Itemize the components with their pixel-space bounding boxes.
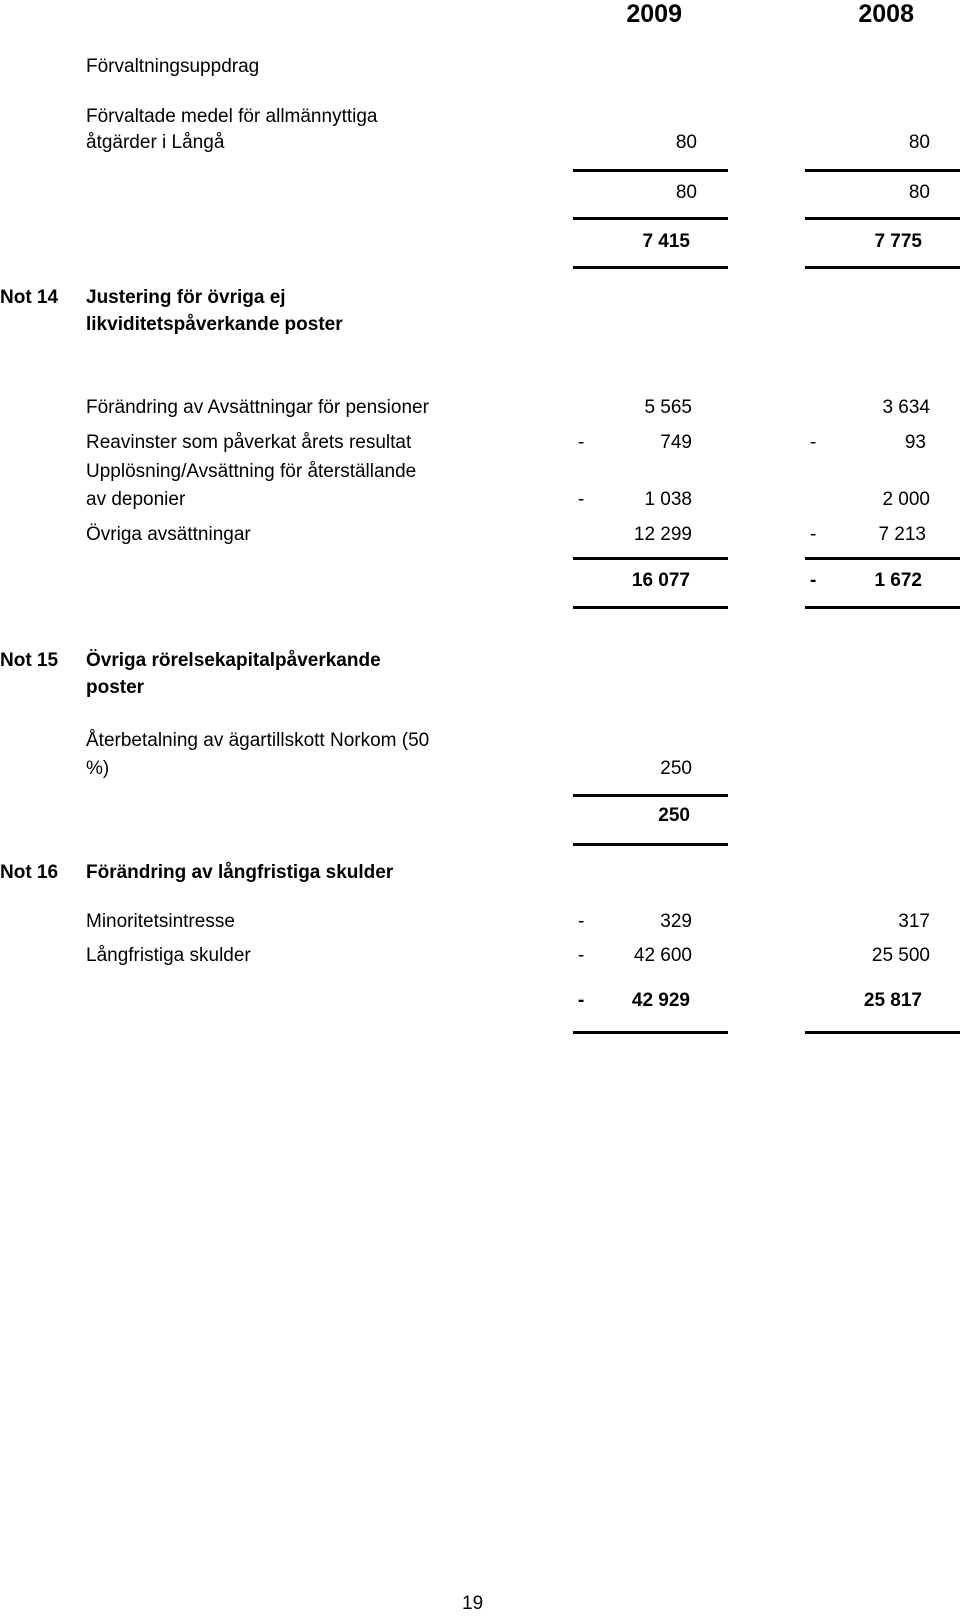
- not16-title: Förändring av långfristiga skulder: [86, 862, 394, 883]
- not14-row-label: Upplösning/Avsättning för återställande: [86, 461, 417, 482]
- not14-row-label-line2: av deponier: [86, 489, 186, 510]
- not14-row-2008: 7 213: [878, 524, 926, 545]
- forvaltning-subtotal-2008: 80: [908, 182, 930, 203]
- not15-label: Not 15: [0, 650, 59, 671]
- not16-row-2008: 317: [898, 911, 930, 932]
- rule-2009: [573, 843, 728, 846]
- not14-total-2009: 16 077: [631, 570, 690, 591]
- rule-2009: [573, 169, 728, 172]
- forvaltning-heading: Förvaltningsuppdrag: [86, 56, 260, 77]
- forvaltning-item-2009: 80: [675, 132, 697, 153]
- forvaltning-subtotal-2009: 80: [675, 182, 697, 203]
- rule-2009: [573, 1031, 728, 1034]
- forvaltning-total-2009: 7 415: [642, 231, 690, 252]
- not14-row-2009: 12 299: [633, 524, 692, 545]
- rule-2009: [573, 606, 728, 609]
- forvaltning-total-2008: 7 775: [874, 231, 922, 252]
- not15-row-label-line1: Återbetalning av ägartillskott Norkom (50: [86, 730, 430, 751]
- forvaltning-item-label-line2: åtgärder i Långå: [86, 132, 225, 153]
- not15-title-line1: Övriga rörelsekapitalpåverkande: [86, 650, 381, 671]
- not16-total-2008: 25 817: [863, 990, 922, 1011]
- not14-row-sign-2009: -: [578, 432, 585, 453]
- not14-total-2008: 1 672: [874, 570, 922, 591]
- page-number: 19: [462, 1593, 484, 1614]
- not14-row-sign-2009: -: [578, 489, 585, 510]
- not14-row-2008: 3 634: [882, 397, 930, 418]
- not16-row-sign-2009: -: [578, 945, 585, 966]
- not14-row-label: Övriga avsättningar: [86, 524, 251, 545]
- rule-2008: [805, 169, 960, 172]
- not16-row-label: Minoritetsintresse: [86, 911, 235, 932]
- not14-row-2008: 93: [904, 432, 926, 453]
- not14-row-2008: 2 000: [882, 489, 930, 510]
- not16-row-2008: 25 500: [871, 945, 930, 966]
- not15-row-2009: 250: [660, 758, 692, 779]
- not14-title-line2: likviditetspåverkande poster: [86, 314, 343, 335]
- rule-2009: [573, 557, 728, 560]
- not14-label: Not 14: [0, 287, 59, 308]
- rule-2008: [805, 557, 960, 560]
- rule-2008: [805, 217, 960, 220]
- not15-title-line2: poster: [86, 677, 145, 698]
- rule-2008: [805, 606, 960, 609]
- rule-2009: [573, 217, 728, 220]
- not16-row-2009: 42 600: [633, 945, 692, 966]
- not16-label: Not 16: [0, 862, 59, 883]
- forvaltning-item-2008: 80: [908, 132, 930, 153]
- not16-row-sign-2009: -: [578, 911, 585, 932]
- rule-2009: [573, 266, 728, 269]
- not14-title-line1: Justering för övriga ej: [86, 287, 286, 308]
- year-2008-header: 2008: [858, 0, 914, 28]
- not16-total-2009: 42 929: [631, 990, 690, 1011]
- not15-total-2009: 250: [658, 805, 690, 826]
- not14-row-2009: 5 565: [644, 397, 692, 418]
- not16-row-label: Långfristiga skulder: [86, 945, 251, 966]
- not16-total-sign-2009: -: [578, 990, 585, 1011]
- not14-row-2009: 749: [660, 432, 692, 453]
- not14-row-label: Förändring av Avsättningar för pensioner: [86, 397, 429, 418]
- not14-row-sign-2008: -: [810, 432, 817, 453]
- not16-row-2009: 329: [660, 911, 692, 932]
- year-2009-header: 2009: [626, 0, 682, 28]
- not14-row-sign-2008: -: [810, 524, 817, 545]
- not14-row-2009: 1 038: [644, 489, 692, 510]
- rule-2009: [573, 794, 728, 797]
- forvaltning-item-label-line1: Förvaltade medel för allmännyttiga: [86, 106, 378, 127]
- not15-row-label-line2: %): [86, 758, 110, 779]
- not14-row-label: Reavinster som påverkat årets resultat: [86, 432, 412, 453]
- rule-2008: [805, 1031, 960, 1034]
- rule-2008: [805, 266, 960, 269]
- not14-total-sign-2008: -: [810, 570, 817, 591]
